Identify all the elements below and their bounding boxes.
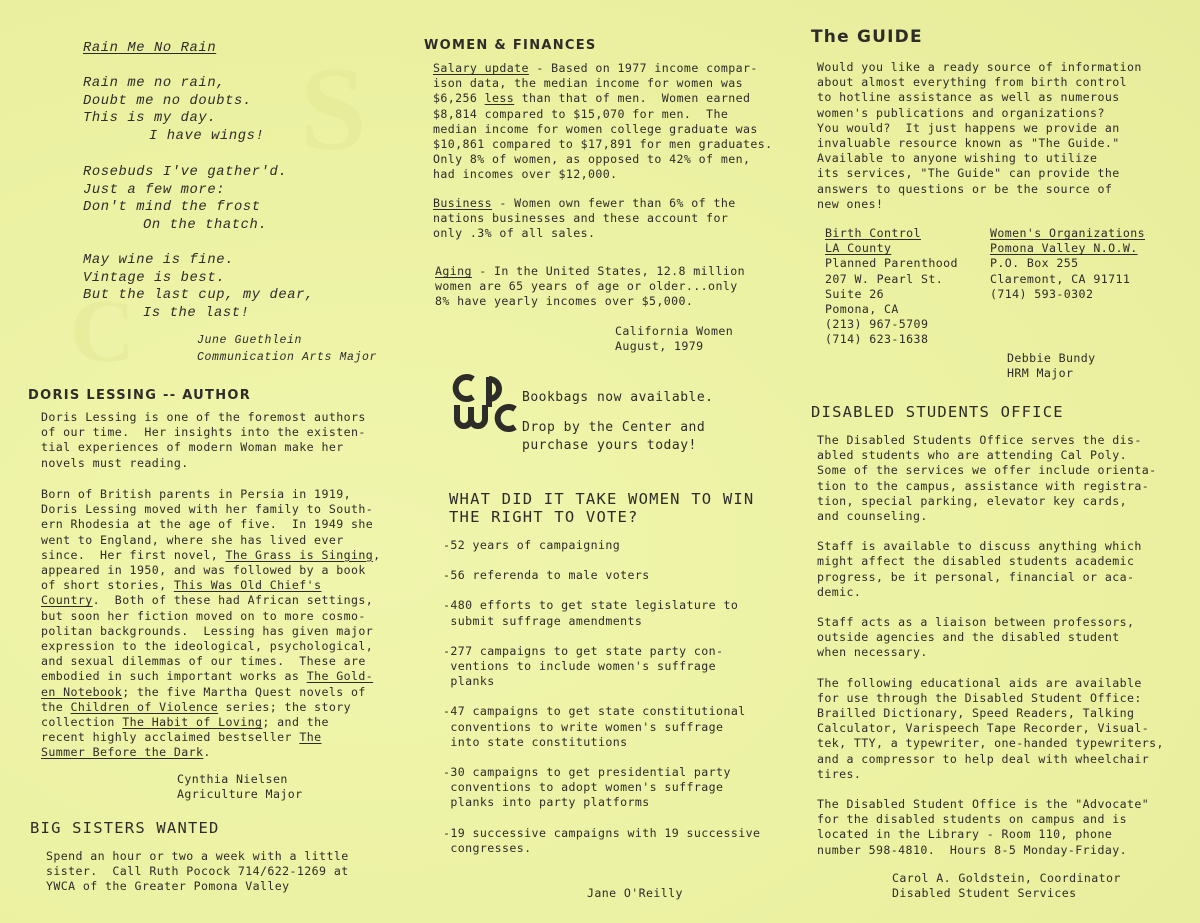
vote-item <box>443 826 760 856</box>
disabled-body <box>817 433 1164 858</box>
vote-heading-line: THE RIGHT TO VOTE? <box>449 508 639 526</box>
vote-item-line: -277 campaigns to get state party con- <box>443 643 724 658</box>
guide-author-title: HRM Major <box>1007 366 1074 381</box>
big-sisters-body <box>46 849 349 895</box>
text-line: answers to questions or be the source of <box>817 181 1113 196</box>
text-line: invaluable resource known as "The Guide." <box>817 136 1120 151</box>
vote-item-line: conventions to write women's suffrage <box>443 719 724 734</box>
finances-business <box>433 196 736 242</box>
poem-byline <box>197 332 377 366</box>
aging-label: Aging <box>435 264 472 278</box>
text-line: might affect the disabled students academic <box>817 554 1135 569</box>
text-line: and counseling. <box>817 509 928 524</box>
text-line: to hotline assistance as well as numerous <box>817 90 1120 105</box>
vote-item-line: -52 years of campaigning <box>443 538 621 552</box>
disabled-heading: DISABLED STUDENTS OFFICE <box>811 403 1064 421</box>
listing-line: Suite 26 <box>825 286 885 301</box>
vote-item-line: planks <box>443 674 495 689</box>
poem-stanza-3 <box>83 252 314 322</box>
text-line: $8,814 compared to $15,070 for men. The <box>433 106 729 121</box>
poem-line: May wine is fine. <box>83 253 234 268</box>
poem-line: Just a few more: <box>83 182 226 198</box>
text-line: tion to the campus, assistance with registra- <box>817 478 1150 493</box>
text-line: Staff is available to discuss anything which <box>817 539 1142 554</box>
disabled-para <box>817 797 1164 858</box>
salary-label: Salary update <box>433 61 529 75</box>
text-line: Brailled Dictionary, Speed Readers, Talking <box>817 706 1135 721</box>
guide-byline <box>1007 351 1096 381</box>
text-line: Born of British parents in Persia in 1919, <box>41 487 351 501</box>
text-segment: $6,256 <box>433 91 485 106</box>
womens-orgs-listing <box>990 226 1145 302</box>
bookbags-line: Bookbags now available. <box>522 390 714 405</box>
vote-item-line: -480 efforts to get state legislature to <box>443 598 739 613</box>
text-segment: series; the story <box>218 699 351 714</box>
disabled-para <box>817 433 1164 524</box>
poem-line: On the thatch. <box>143 217 268 233</box>
birth-control-listing <box>825 226 958 348</box>
text-line: only .3% of all sales. <box>433 226 596 241</box>
text-line: but soon her fiction moved on to more cosmo- <box>41 608 366 623</box>
text-line: went to England, where she has lived ever <box>41 532 344 547</box>
finances-source <box>615 324 733 354</box>
vote-list <box>443 538 760 856</box>
vote-item <box>443 765 760 811</box>
lessing-para-1 <box>41 410 366 471</box>
poem-author-title: Communication Arts Major <box>197 351 378 364</box>
poem-line: I have wings! <box>149 128 265 144</box>
vote-item-line: ventions to include women's suffrage <box>443 659 717 674</box>
lessing-author: Cynthia Nielsen <box>177 772 288 786</box>
bookbags-line: Drop by the Center and <box>522 420 706 435</box>
book-title: Country <box>41 593 93 608</box>
spacer <box>522 407 714 419</box>
text-line: women are 65 years of age or older...only <box>435 279 738 294</box>
text-line: Calculator, Varispeech Tape Recorder, Visual- <box>817 721 1150 736</box>
text-line: about almost everything from birth control <box>817 75 1127 90</box>
vote-item-line: conventions to adopt women's suffrage <box>443 780 724 795</box>
book-title: The Gold- <box>306 669 374 684</box>
text-line <box>41 715 381 730</box>
text-line: of our time. Her insights into the existen- <box>41 425 366 440</box>
lessing-para-2 <box>41 487 381 761</box>
text-line: and sexual dilemmas of our times. These are <box>41 654 366 669</box>
text-segment: embodied in such important works as <box>41 669 307 684</box>
text-line: abled students who are attending Cal Poly. <box>817 448 1127 463</box>
vote-item <box>443 644 760 690</box>
disabled-byline <box>892 871 1121 901</box>
listing-line: (213) 967-5709 <box>825 317 929 332</box>
book-title: Summer Before the Dark <box>41 745 204 760</box>
text-line: Available to anyone wishing to utilize <box>817 151 1098 166</box>
text-line <box>41 700 381 715</box>
disabled-para <box>817 539 1164 600</box>
poem-line: But the last cup, my dear, <box>83 288 314 304</box>
poem-title: Rain Me No Rain <box>83 41 217 56</box>
text-line <box>41 745 381 760</box>
text-line: novels must reading. <box>41 455 189 470</box>
text-line: had incomes over $12,000. <box>433 167 618 182</box>
vote-item-line: -47 campaigns to get state constitutional <box>443 704 746 719</box>
listing-line: Pomona, CA <box>825 302 899 317</box>
vote-item-line: -30 campaigns to get presidential party <box>443 765 731 780</box>
vote-item <box>443 538 760 553</box>
text-segment: . Both of these had African settings, <box>92 593 374 608</box>
poem-author: June Guethlein <box>197 334 303 347</box>
lessing-author-title: Agriculture Major <box>177 787 303 802</box>
text-line <box>41 685 381 700</box>
poem-line: This is my day. <box>83 111 217 127</box>
poem-line: Is the last! <box>143 305 250 321</box>
finances-salary <box>433 61 772 183</box>
text-line <box>41 578 381 593</box>
text-segment: - Based on 1977 income compar- <box>528 61 758 75</box>
book-title: The Grass is Singing <box>225 547 374 562</box>
text-line: median income for women college graduate was <box>433 121 758 136</box>
disabled-author-title: Disabled Student Services <box>892 886 1077 901</box>
text-line <box>41 593 381 608</box>
bleed-through-mark: S <box>300 42 367 175</box>
text-segment: , <box>373 547 381 562</box>
vote-author: Jane O'Reilly <box>587 886 683 900</box>
guide-heading: The GUIDE <box>811 27 923 47</box>
listing-line: 207 W. Pearl St. <box>825 271 944 286</box>
text-line: located in the Library - Room 110, phone <box>817 827 1113 842</box>
big-sisters-heading: BIG SISTERS WANTED <box>30 819 220 837</box>
text-line: expression to the ideological, psychological, <box>41 639 374 654</box>
text-line: Would you like a ready source of information <box>817 60 1142 74</box>
text-line <box>41 730 381 745</box>
poem-line: Don't mind the frost <box>83 200 261 216</box>
book-title: en Notebook <box>41 684 123 699</box>
text-segment: - In the United States, 12.8 million <box>471 264 745 278</box>
poem-stanza-2 <box>83 164 287 234</box>
text-line: its services, "The Guide" can provide the <box>817 166 1120 181</box>
text-line <box>41 669 381 684</box>
poem-line: Rosebuds I've gather'd. <box>83 165 288 180</box>
text-line: The Disabled Students Office serves the dis- <box>817 433 1142 447</box>
guide-body <box>817 60 1142 212</box>
text-line: ison data, the median income for women was <box>433 76 743 91</box>
cpwc-logo <box>451 371 519 435</box>
text-line: tial experiences of modern Woman make her <box>41 440 344 455</box>
text-segment: ; the five Martha Quest novels of <box>122 684 366 699</box>
text-segment: recent highly acclaimed bestseller <box>41 730 300 745</box>
text-line <box>435 264 745 279</box>
vote-item-line: -56 referenda to male voters <box>443 568 650 583</box>
text-segment: than that of men. Women earned <box>514 91 751 106</box>
text-line <box>433 196 736 211</box>
vote-item-line: congresses. <box>443 840 532 855</box>
text-line: The following educational aids are available <box>817 675 1142 690</box>
text-line: women's publications and organizations? <box>817 105 1105 120</box>
vote-heading <box>449 490 754 526</box>
text-line <box>433 91 772 106</box>
emphasis-less: less <box>484 91 515 106</box>
text-segment: - Women own fewer than 6% of the <box>492 196 736 210</box>
bookbags-line: purchase yours today! <box>522 438 697 453</box>
poem-stanza-1 <box>83 75 264 145</box>
listing-heading: Birth Control <box>825 226 921 240</box>
text-line <box>41 548 381 563</box>
text-line: when necessary. <box>817 645 928 660</box>
listing-line: (714) 593-0302 <box>990 286 1094 301</box>
poem-line: Doubt me no doubts. <box>83 93 252 109</box>
text-line: Doris Lessing is one of the foremost authors <box>41 410 366 424</box>
text-line: new ones! <box>817 196 884 211</box>
listing-line: P.O. Box 255 <box>990 256 1079 271</box>
book-title: Children of Violence <box>70 699 219 714</box>
text-line: appeared in 1950, and was followed by a book <box>41 563 366 578</box>
book-title: This Was Old Chief's <box>173 578 322 593</box>
text-segment: collection <box>41 715 123 730</box>
vote-heading-line: WHAT DID IT TAKE WOMEN TO WIN <box>449 490 755 508</box>
text-line: $10,861 compared to $17,891 for men graduates. <box>433 137 773 152</box>
finances-heading: WOMEN & FINANCES <box>424 38 597 53</box>
listing-heading: Women's Organizations <box>990 226 1145 240</box>
text-line: ern Rhodesia at the age of five. In 1949 she <box>41 517 374 532</box>
text-line: outside agencies and the disabled student <box>817 630 1120 645</box>
listing-line: Claremont, CA 91711 <box>990 271 1131 286</box>
vote-item <box>443 598 760 628</box>
guide-author: Debbie Bundy <box>1007 351 1096 365</box>
text-line: Spend an hour or two a week with a little <box>46 849 349 863</box>
vote-item-line: into state constitutions <box>443 734 628 749</box>
text-segment: of short stories, <box>41 578 174 593</box>
cpwc-logo-mark <box>451 371 519 435</box>
poem-line: Vintage is best. <box>83 270 226 286</box>
text-segment: the <box>41 699 71 714</box>
vote-item-line: submit suffrage amendments <box>443 613 643 628</box>
disabled-author: Carol A. Goldstein, Coordinator <box>892 871 1121 885</box>
book-title: The Habit of Loving <box>122 715 263 730</box>
vote-item-line: -19 successive campaigns with 19 successive <box>443 825 761 840</box>
lessing-byline <box>177 772 302 802</box>
text-segment: since. Her first novel, <box>41 547 226 562</box>
text-segment: . <box>203 745 211 760</box>
bookbags-notice <box>522 389 714 455</box>
listing-line: (714) 623-1638 <box>825 332 929 347</box>
vote-item-line: planks into party platforms <box>443 795 650 810</box>
text-line: politan backgrounds. Lessing has given major <box>41 623 374 638</box>
text-line: Staff acts as a liaison between professors, <box>817 615 1135 630</box>
finances-aging <box>435 264 745 310</box>
disabled-para <box>817 676 1164 782</box>
text-line: nations businesses and these account for <box>433 211 729 226</box>
text-line: demic. <box>817 584 862 599</box>
listing-subheading: Pomona Valley N.O.W. <box>990 241 1138 256</box>
text-line: number 598-4810. Hours 8-5 Monday-Friday. <box>817 842 1127 857</box>
text-line: for the disabled students on campus and is <box>817 812 1127 827</box>
text-segment: ; and the <box>262 715 329 730</box>
bleed-through-mark: C <box>70 282 135 381</box>
text-line: for use through the Disabled Student Office: <box>817 690 1142 705</box>
text-line: tion, special parking, elevator key cards, <box>817 493 1127 508</box>
text-line: Doris Lessing moved with her family to South- <box>41 502 374 517</box>
text-line: tires. <box>817 766 862 781</box>
text-line: progress, be it personal, financial or aca- <box>817 569 1135 584</box>
text-line: sister. Call Ruth Pocock 714/622-1269 at <box>46 864 349 879</box>
text-line: The Disabled Student Office is the "Advocate" <box>817 797 1150 812</box>
text-line: Only 8% of women, as opposed to 42% of men, <box>433 152 751 167</box>
text-line: 8% have yearly incomes over $5,000. <box>435 294 694 309</box>
vote-item <box>443 568 760 583</box>
book-title: The <box>299 730 322 745</box>
text-line: You would? It just happens we provide an <box>817 120 1120 135</box>
source-date: August, 1979 <box>615 339 704 354</box>
source-name: California Women <box>615 324 734 338</box>
text-line: and a compressor to help deal with wheelchair <box>817 751 1150 766</box>
listing-line: Planned Parenthood <box>825 256 958 271</box>
disabled-para <box>817 615 1164 661</box>
text-line: tek, TTY, a typewriter, one-handed typewriters, <box>817 736 1164 751</box>
text-line: Some of the services we offer include orienta- <box>817 463 1157 478</box>
business-label: Business <box>433 196 493 210</box>
text-line <box>433 61 772 76</box>
lessing-heading: DORIS LESSING -- AUTHOR <box>28 388 252 403</box>
vote-item <box>443 704 760 750</box>
listing-subheading: LA County <box>825 241 892 256</box>
text-line: YWCA of the Greater Pomona Valley <box>46 879 290 894</box>
poem-line: Rain me no rain, <box>83 76 226 91</box>
